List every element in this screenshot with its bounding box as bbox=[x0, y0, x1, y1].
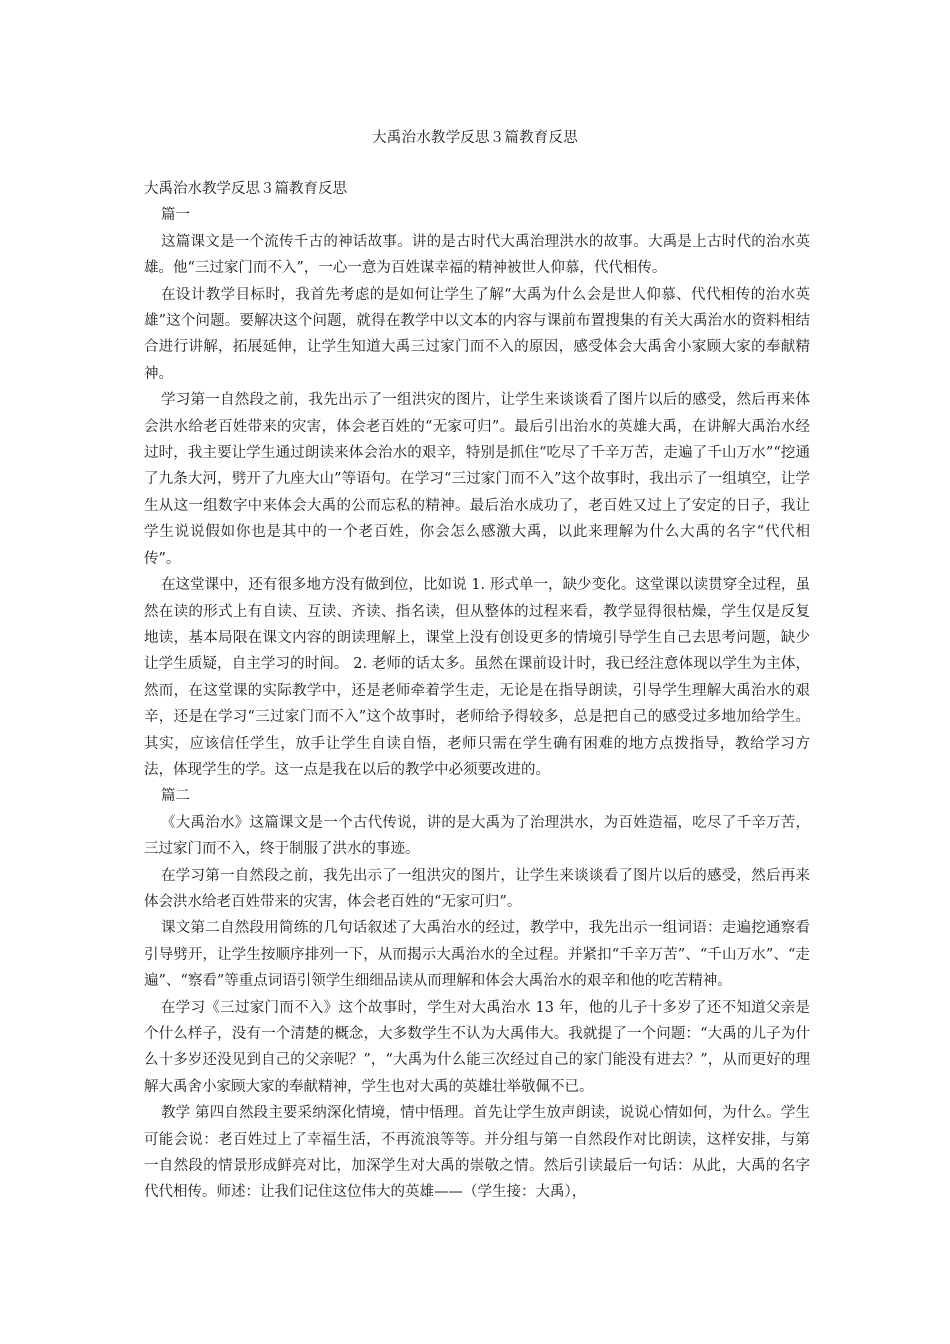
section-label-2: 篇二 bbox=[161, 788, 190, 805]
paragraph: 这篇课文是一个流传千古的神话故事。讲的是古时代大禹治理洪水的故事。大禹是上古时代的治水英雄。他“三过家门而不入”，一心一意为百姓谋幸福的精神被世人仰慕，代代相传。 bbox=[144, 233, 810, 277]
section-label-1: 篇一 bbox=[161, 207, 190, 224]
document-subtitle: 大禹治水教学反思３篇教育反思 bbox=[144, 181, 347, 197]
document-title: 大禹治水教学反思３篇教育反思 bbox=[372, 130, 578, 146]
paragraph: 学习第一自然段之前，我先出示了一组洪灾的图片，让学生来谈谈看了图片以后的感受，然后再来体会洪水给老百姓带来的灾害，体会老百姓的“无家可归”。最后引出治水的英雄大禹，在讲解大禹治水经过时，我主要让学生通过朗读来体会治水的艰辛，特别是抓住“吃尽了千辛万苦，走遍了千山万水”“挖通了九条大河，劈开了九座大山”等语句。在学习“三过家门而不入”这个故事时，我出示了一组填空，让学生从这一组数字中来体会大禹的公而忘私的精神。最后治水成功了，老百姓又过上了安定的日子，我让学生说说假如你也是其中的一个老百姓，你会怎么感激大禹，以此来理解为什么大禹的名字“代代相传”。 bbox=[144, 392, 810, 567]
paragraph: 在学习《三过家门而不入》这个故事时，学生对大禹治水 13 年，他的儿子十多岁了还不知道父亲是个什么样子，没有一个清楚的概念，大多数学生不认为大禹伟大。我就提了一个问题：“大禹的儿子为什么十多岁还没见到自己的父亲呢？”，“大禹为什么能三次经过自己的家门能没有进去？”，从而更好的理解大禹舍小家顾大家的奉献精神，学生也对大禹的英雄壮举敬佩不已。 bbox=[144, 999, 810, 1095]
paragraph: 课文第二自然段用简练的几句话叙述了大禹治水的经过，教学中，我先出示一组词语：走遍挖通察看引导劈开，让学生按顺序排列一下，从而揭示大禹治水的全过程。并紧扣“千辛万苦”、“千山万水”、“走遍”、“察看”等重点词语引领学生细细品读从而理解和体会大禹治水的艰辛和他的吃苦精神。 bbox=[144, 920, 810, 990]
paragraph: 《大禹治水》这篇课文是一个古代传说，讲的是大禹为了治理洪水，为百姓造福，吃尽了千辛万苦，三过家门而不入，终于制服了洪水的事迹。 bbox=[144, 814, 810, 858]
document-body bbox=[144, 176, 810, 1206]
paragraph: 教学 第四自然段主要采纳深化情境，情中悟理。首先让学生放声朗读，说说心情如何，为什么。学生可能会说：老百姓过上了幸福生活，不再流浪等等。并分组与第一自然段作对比朗读，这样安排，与第一自然段的情景形成鲜亮对比，加深学生对大禹的崇敬之情。然后引读最后一句话：从此，大禹的名字代代相传。师述：让我们记住这位伟大的英雄——（学生接：大禹）， bbox=[144, 1105, 810, 1201]
paragraph: 在设计教学目标时，我首先考虑的是如何让学生了解“大禹为什么会是世人仰慕、代代相传的治水英雄”这个问题。要解决这个问题，就得在教学中以文本的内容与课前布置搜集的有关大禹治水的资料相结合进行讲解，拓展延伸，让学生知道大禹三过家门而不入的原因，感受体会大禹舍小家顾大家的奉献精神。 bbox=[144, 286, 810, 382]
paragraph: 在学习第一自然段之前，我先出示了一组洪灾的图片，让学生来谈谈看了图片以后的感受，然后再来体会洪水给老百姓带来的灾害，体会老百姓的“无家可归”。 bbox=[144, 867, 810, 910]
paragraph: 在这堂课中，还有很多地方没有做到位，比如说 1. 形式单一，缺少变化。这堂课以读贯穿全过程，虽然在读的形式上有自读、互读、齐读、指名读，但从整体的过程来看，教学显得很枯燥，学生仅是反复地读，基本局限在课文内容的朗读理解上，课堂上没有创设更多的情境引导学生自己去思考问题，缺少让学生质疑，自主学习的时间。 2. 老师的话太多。虽然在课前设计时，我已经注意体现以学生为主体，然而，在这堂课的实际教学中，还是老师牵着学生走，无论是在指导朗读，引导学生理解大禹治水的艰辛，还是在学习“三过家门而不入”这个故事时，老师给予得较多，总是把自己的感受过多地加给学生。其实，应该信任学生，放手让学生自读自悟，老师只需在学生确有困难的地方点拨指导，教给学习方法，体现学生的学。这一点是我在以后的教学中必须要改进的。 bbox=[144, 577, 810, 778]
